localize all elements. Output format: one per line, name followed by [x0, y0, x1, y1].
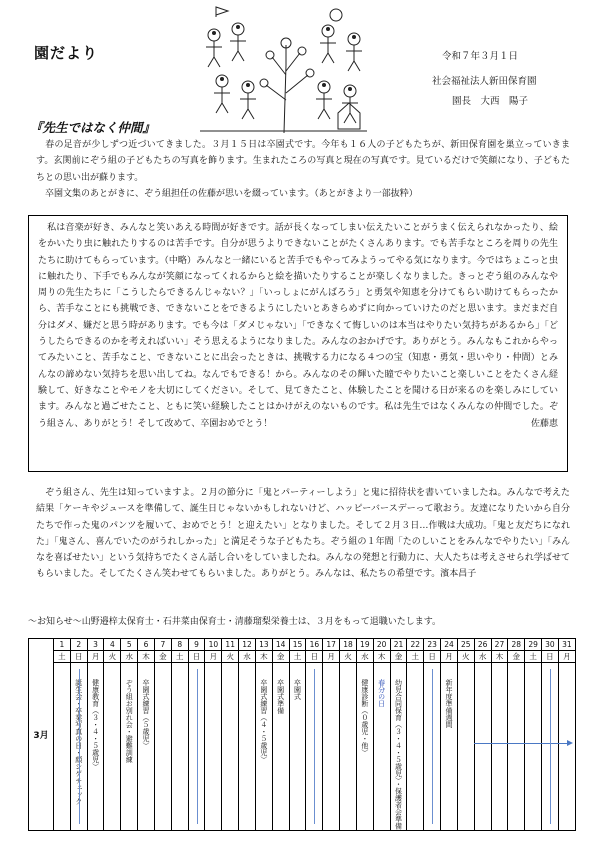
calendar-event-cell: [54, 663, 71, 831]
calendar-weekday-row: [29, 651, 576, 663]
article-headline: 『先生ではなく仲間』: [30, 120, 156, 135]
calendar-day-23: 23: [424, 639, 441, 651]
organization-name: 社会福祉法人新田保育園: [432, 76, 537, 87]
calendar-day-30: 30: [542, 639, 559, 651]
calendar-weekday: 金: [154, 651, 171, 663]
weekend-marker-line: [197, 669, 198, 825]
calendar-event-cell: [272, 663, 289, 831]
children-tree-drawing: [196, 5, 371, 133]
calendar-day-6: 6: [138, 639, 155, 651]
newsletter-title: 園だより: [34, 44, 99, 62]
calendar-weekday: 土: [54, 651, 71, 663]
calendar-weekday: 日: [424, 651, 441, 663]
calendar-day-11: 11: [222, 639, 239, 651]
calendar-weekday: 月: [205, 651, 222, 663]
calendar-weekday: 金: [508, 651, 525, 663]
calendar-event-cell: [491, 663, 508, 831]
range-arrow-line: [474, 743, 567, 744]
teacher-letter-box: [28, 215, 568, 472]
weekend-marker-line: [432, 669, 433, 825]
calendar-weekday: 木: [138, 651, 155, 663]
range-arrow-head: [567, 740, 573, 746]
calendar-day-10: 10: [205, 639, 222, 651]
calendar-day-9: 9: [188, 639, 205, 651]
march-calendar: [28, 638, 576, 831]
calendar-event-cell: [390, 663, 407, 831]
weekend-marker-line: [314, 669, 315, 825]
calendar-weekday: 金: [272, 651, 289, 663]
calendar-day-12: 12: [239, 639, 256, 651]
calendar-event-cell: [239, 663, 256, 831]
calendar-day-28: 28: [508, 639, 525, 651]
calendar-event-text: 卒園式準備: [276, 679, 285, 714]
calendar-event-text: 春分の日: [377, 679, 386, 707]
calendar-event-cell: [121, 663, 138, 831]
letter-body: 私は音楽が好き、みんなと笑いあえる時間が好きです。話が長くなってしまい伝えたいことがうまく伝えられなかったり、絵をかいたり虫に触れたりするのは苦手です。自分が思うよりできないことがたくさんあります。でも苦手なところを周りの先生たちに助けてもらっています。（中略）みんなと一緒にいると苦手でもやってみようってやる気になります。今ではちょこっと虫に触れたり、下手でもみんなが笑顔になってくれるからと絵を描いたりすることが楽しくなりました。きっとぞう組のみんなや周りの先生たちに「こうしたらできるんじゃない？」「いっしょにがんばろう」と勇気や知恵を分けてもらい助けてもらったから、苦手なことにも挑戦でき、できないことをできるようにしたいとあきらめずに向かっていけたのだと思います。まだまだ自分はダメ、嫌だと思う時があります。でも今は「ダメじゃない」「できなくて悔しいのは本当はやりたい気持ちがあるから」「どうしたらできるのかを考えればいい」そう思えるようになりました。みんなのおかげです。ありがとう。みんなもこれからやってみたいこと、苦手なこと、できないことに出会ったときは、挑戦する力になる４つの宝（知恵・勇気・思いやり・仲間）とみんなの諦めない気持ちを思い出してね。なんでもできる！から。みんなのその輝いた瞳でやりたいこと楽しいことをたくさん経験して、好きなことやモノを大切にしてください。そして、見てきたこと、体験したことを聞ける日が来るのを楽しみにしています。みんなと過ごせたこと、ともに笑い経験したことはかけがえのないものです。私は先生ではなくみんなの仲間でした。ぞう組さん、ありがとう！そして改めて、卒園おめでとう！: [38, 223, 558, 429]
calendar-day-1: 1: [54, 639, 71, 651]
staff-notice: ～お知らせ～山野邉梓太保育士・石井菜由保育士・清藤瑠梨栄養士は、３月をもって退職いたします。: [28, 617, 442, 627]
calendar-day-15: 15: [289, 639, 306, 651]
calendar-event-cell: [340, 663, 357, 831]
calendar-weekday: 月: [323, 651, 340, 663]
calendar-event-cell: [205, 663, 222, 831]
calendar-event-text: 健康教育（３・４・５歳児）: [91, 679, 100, 770]
calendar-weekday: 土: [171, 651, 188, 663]
calendar-event-cell: [508, 663, 525, 831]
calendar-event-text: 卒園式: [293, 679, 302, 700]
director-name: 園長 大西 陽子: [452, 96, 529, 107]
calendar-weekday: 火: [104, 651, 121, 663]
calendar-event-cell: [138, 663, 155, 831]
calendar-weekday: 火: [457, 651, 474, 663]
calendar-weekday: 火: [222, 651, 239, 663]
calendar-day-29: 29: [525, 639, 542, 651]
letter-signature: 佐藤恵: [530, 418, 558, 429]
calendar-weekday: 日: [306, 651, 323, 663]
calendar-event-cell: [255, 663, 272, 831]
issue-date: 令和７年３月１日: [442, 51, 519, 62]
calendar-weekday: 土: [407, 651, 424, 663]
calendar-day-21: 21: [390, 639, 407, 651]
calendar-event-cell: [525, 663, 542, 831]
calendar-day-14: 14: [272, 639, 289, 651]
calendar-weekday: 水: [356, 651, 373, 663]
calendar-event-text: 新年度準備週間: [444, 679, 453, 728]
calendar-event-cell: [171, 663, 188, 831]
calendar-event-text: 卒園式練習（４・５歳児）: [259, 679, 268, 763]
calendar-weekday: 月: [441, 651, 458, 663]
calendar-day-13: 13: [255, 639, 272, 651]
calendar-event-cell: [407, 663, 424, 831]
calendar-month-label: 3月: [29, 639, 54, 831]
calendar-day-2: 2: [70, 639, 87, 651]
calendar-day-19: 19: [356, 639, 373, 651]
closing-paragraph: ぞう組さん、先生は知っていますよ。２月の節分に「鬼とパーティーしよう」と鬼に招待状を書いていましたね。みんなで考えた結果「ケーキやジュースを準備して、誕生日じゃないかもしれないけど、ハッピーバースデーって歌おう。友達になりたいから自分たちで作った鬼のパンツを履いて、おめでとう！と迎えたい」となりました。そして２月３日…作戦は大成功。「鬼と友だちになれた」「鬼さん、喜んでいたのがうれしかった」と満足そうな子どもたち。ぞう組の１年間「たのしいことをみんなでやりたい」「みんなを喜ばせたい」という気持ちでたくさん話し合いをしていましたね。みんなの発想と行動力に、大人たちは考えさせられ学ばせてもらいました。そしてたくさん笑わせてもらいました。ありがとう。みんなは、私たちの希望です。濱本昌子: [36, 488, 570, 580]
intro-paragraph: 春の足音が少しずつ近づいてきました。３月１５日は卒園式です。今年も１６人の子どもたちが、新田保育園を巣立っていきます。玄関前にぞう組の子どもたちの写真を飾ります。生まれたころの写真と現在の写真です。見ているだけで笑顔になり、子どもたちとの思い出が蘇ります。 卒園文集のあとがきに、ぞう組担任の佐藤が思いを綴っています。（あとがきより一部抜粋）: [36, 140, 570, 199]
calendar-event-cell: [558, 663, 575, 831]
calendar-event-text: 卒園式練習（５歳児）: [142, 679, 151, 749]
calendar-day-31: 31: [558, 639, 575, 651]
calendar-day-25: 25: [457, 639, 474, 651]
calendar-weekday: 木: [373, 651, 390, 663]
calendar-event-cell: [289, 663, 306, 831]
calendar-day-26: 26: [474, 639, 491, 651]
calendar-event-cell: [474, 663, 491, 831]
calendar-weekday: 金: [390, 651, 407, 663]
calendar-event-cell: [373, 663, 390, 831]
calendar-weekday: 木: [255, 651, 272, 663]
weekend-marker-line: [550, 669, 551, 825]
calendar-day-4: 4: [104, 639, 121, 651]
calendar-day-17: 17: [323, 639, 340, 651]
calendar-day-row: [29, 639, 576, 651]
calendar-event-cell: [104, 663, 121, 831]
weekend-marker-line: [79, 669, 80, 825]
calendar-day-16: 16: [306, 639, 323, 651]
calendar-weekday: 日: [542, 651, 559, 663]
calendar-day-8: 8: [171, 639, 188, 651]
calendar-weekday: 月: [558, 651, 575, 663]
calendar-event-cell: [154, 663, 171, 831]
calendar-day-22: 22: [407, 639, 424, 651]
calendar-event-row: [29, 663, 576, 831]
calendar-weekday: 水: [474, 651, 491, 663]
calendar-event-text: 誕生会・卒業写真の日・顔シゲチェック: [74, 679, 83, 805]
calendar-weekday: 土: [525, 651, 542, 663]
calendar-event-text: 健康診断（０歳児・他）: [360, 679, 369, 756]
calendar-event-text: 幼児合同保育（３・４・５歳児）・保護者会準備: [394, 679, 403, 830]
calendar-weekday: 水: [239, 651, 256, 663]
calendar-weekday: 日: [70, 651, 87, 663]
calendar-day-7: 7: [154, 639, 171, 651]
calendar-event-cell: [457, 663, 474, 831]
calendar-weekday: 水: [121, 651, 138, 663]
calendar-day-20: 20: [373, 639, 390, 651]
calendar-event-text: ぞう組お別れ会・避難訓練: [125, 679, 134, 763]
calendar-event-cell: [356, 663, 373, 831]
calendar-weekday: 土: [289, 651, 306, 663]
calendar-day-3: 3: [87, 639, 104, 651]
calendar-day-18: 18: [340, 639, 357, 651]
calendar-event-cell: [222, 663, 239, 831]
calendar-weekday: 日: [188, 651, 205, 663]
calendar-event-cell: [441, 663, 458, 831]
calendar-day-5: 5: [121, 639, 138, 651]
calendar-event-cell: [87, 663, 104, 831]
calendar-day-27: 27: [491, 639, 508, 651]
calendar-event-cell: [323, 663, 340, 831]
calendar-weekday: 火: [340, 651, 357, 663]
calendar-weekday: 木: [491, 651, 508, 663]
calendar-weekday: 月: [87, 651, 104, 663]
calendar-day-24: 24: [441, 639, 458, 651]
